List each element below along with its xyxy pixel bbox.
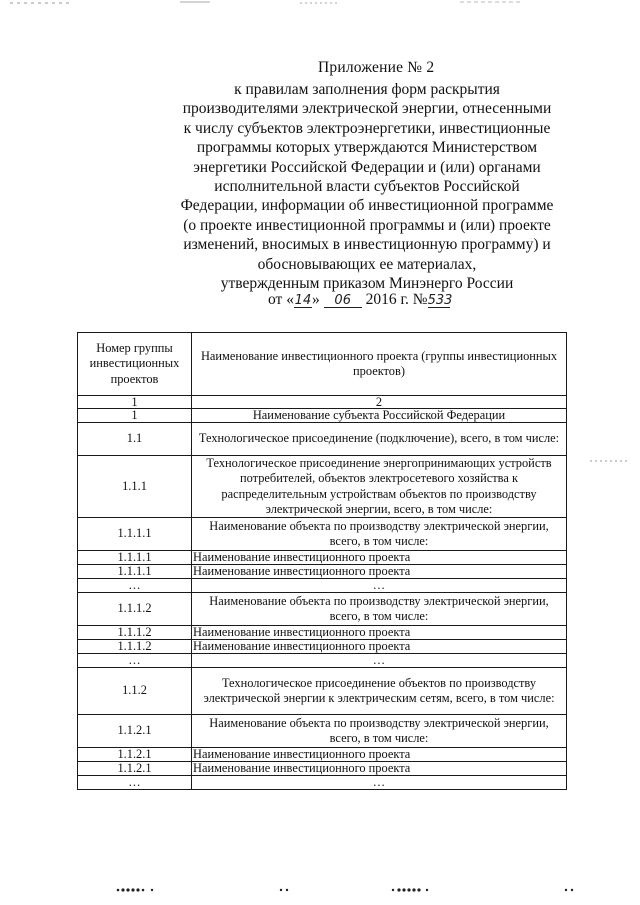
table-row: [78, 518, 567, 551]
scan-artifacts-bottom: [0, 880, 640, 900]
row-number: 1.1.1.1: [78, 565, 192, 579]
table-row: [78, 668, 567, 715]
header-line: утвержденным приказом Минэнерго России: [220, 275, 514, 293]
table-row: [78, 748, 567, 762]
row-number: 1: [78, 409, 192, 423]
table-row: [78, 551, 567, 565]
row-text: Наименование инвестиционного проекта: [192, 762, 567, 776]
row-number: …: [78, 654, 192, 668]
row-number: 1.1.1.1: [78, 518, 192, 551]
header-cell-group-number: Номер группы инвестиционных проектов: [78, 333, 192, 396]
row-text: Наименование инвестиционного проекта: [192, 748, 567, 762]
order-day: 14: [294, 293, 312, 308]
row-text: Технологическое присоединение энергопринимающих устройств потребителей, объектов электросетевого хозяйства к распределительным устройствам объектов по производству электрической энергии, всего, в том числе:: [192, 456, 567, 518]
row-number: 1.1.1: [78, 456, 192, 518]
header-line: производителями электрической энергии, отнесенными: [182, 100, 552, 118]
table-row: [78, 776, 567, 790]
table-row: [78, 654, 567, 668]
order-year: 2016 г. №: [365, 291, 428, 308]
header-line: Федерации, информации об инвестиционной программе: [180, 197, 554, 215]
row-text: Наименование инвестиционного проекта: [192, 565, 567, 579]
order-reference: [268, 291, 453, 309]
header-line: к правилам заполнения форм раскрытия: [234, 81, 500, 98]
row-text: …: [192, 776, 567, 790]
row-text: Наименование объекта по производству электрической энергии, всего, в том числе:: [192, 715, 567, 748]
header-line: обосновывающих ее материалах,: [257, 255, 477, 273]
row-text: Наименование объекта по производству электрической энергии, всего, в том числе:: [192, 593, 567, 626]
order-prefix: от «: [268, 291, 294, 308]
row-number: …: [78, 776, 192, 790]
order-month: 06: [324, 294, 362, 308]
row-text: Технологическое присоединение (подключение), всего, в том числе:: [192, 423, 567, 456]
row-number: 1.1.2.1: [78, 715, 192, 748]
row-number: 1.1.1.2: [78, 640, 192, 654]
header-line: исполнительной власти субъектов Российской: [214, 178, 520, 196]
table-row: [78, 626, 567, 640]
row-number: 1.1.1.2: [78, 626, 192, 640]
appendix-header: [168, 80, 566, 293]
row-number: 1.1.1.1: [78, 551, 192, 565]
appendix-title: Приложение № 2: [318, 59, 435, 76]
row-text: Наименование объекта по производству электрической энергии, всего, в том числе:: [192, 518, 567, 551]
table-row: [78, 456, 567, 518]
row-number: …: [78, 579, 192, 593]
row-text: …: [192, 654, 567, 668]
table-row: [78, 715, 567, 748]
table-row: [78, 565, 567, 579]
scan-artifacts-side: [590, 458, 630, 464]
row-text: Наименование субъекта Российской Федерации: [192, 409, 567, 423]
table-row: [78, 762, 567, 776]
table-row: [78, 593, 567, 626]
row-text: Наименование инвестиционного проекта: [192, 551, 567, 565]
order-mid: »: [311, 291, 320, 308]
row-number: 1.1.1.2: [78, 593, 192, 626]
header-line: изменений, вносимых в инвестиционную программу) и: [183, 236, 551, 254]
row-text: Наименование инвестиционного проекта: [192, 626, 567, 640]
header-line: (о проекте инвестиционной программы и (или) проекте: [183, 216, 551, 234]
row-number: 1.1.2.1: [78, 762, 192, 776]
row-number: 1.1: [78, 423, 192, 456]
table-row: [78, 579, 567, 593]
investment-projects-table: [77, 332, 567, 790]
row-text: Наименование инвестиционного проекта: [192, 640, 567, 654]
row-text: Технологическое присоединение объектов по производству электрической энергии к электрическим сетям, всего, в том числе:: [192, 668, 567, 715]
header-line: к числу субъектов электроэнергетики, инвестиционные: [183, 119, 551, 137]
row-text: …: [192, 579, 567, 593]
table-header-row: [78, 333, 567, 396]
header-line: программы которых утверждаются Министерством: [196, 139, 538, 157]
row-number: 1.1.2: [78, 668, 192, 715]
column-number: 2: [192, 396, 567, 409]
column-number-row: [78, 396, 567, 409]
table-row: [78, 640, 567, 654]
header-cell-project-name: Наименование инвестиционного проекта (группы инвестиционных проектов): [192, 333, 567, 396]
header-line: энергетики Российской Федерации и (или) органами: [193, 158, 541, 176]
scan-artifacts-top: [0, 0, 640, 10]
order-number: 533: [427, 293, 453, 308]
table-row: [78, 423, 567, 456]
table-row: [78, 409, 567, 423]
column-number: 1: [78, 396, 192, 409]
row-number: 1.1.2.1: [78, 748, 192, 762]
